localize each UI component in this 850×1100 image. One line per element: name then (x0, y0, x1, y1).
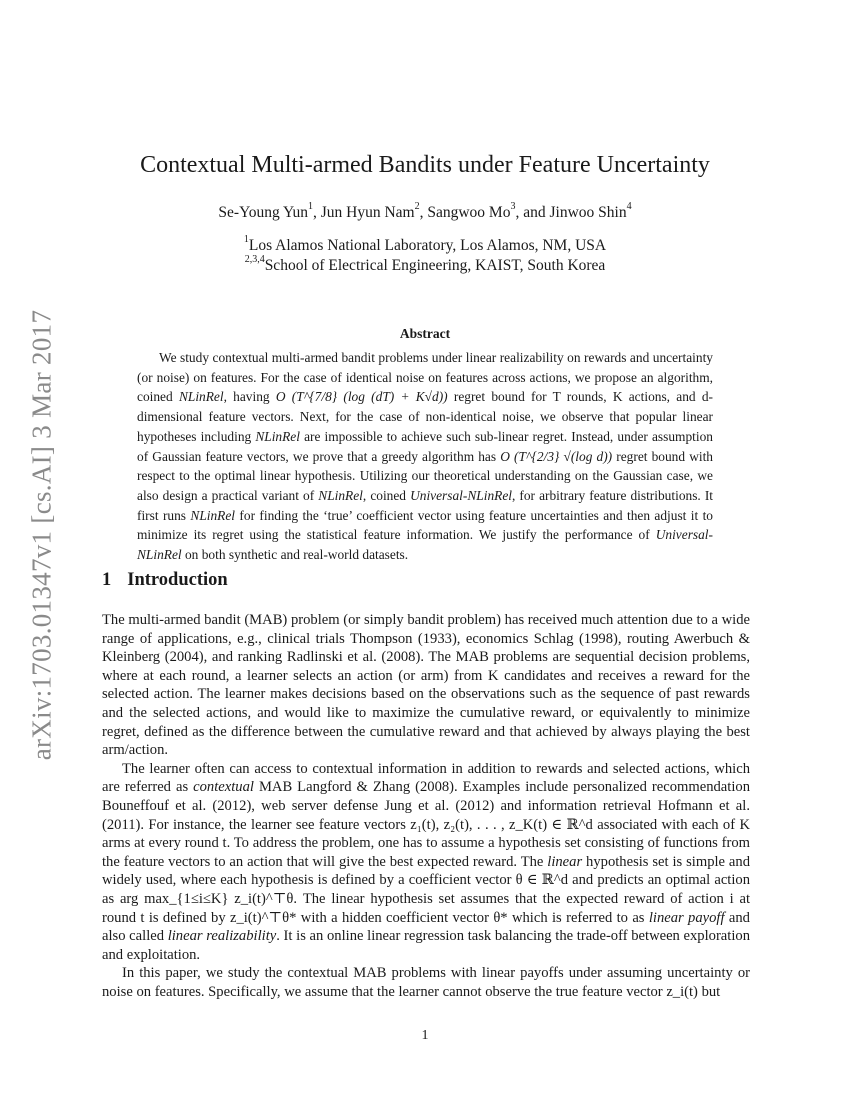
affiliation-text: School of Electrical Engineering, KAIST, South Korea (264, 257, 606, 274)
abstract-text: for finding the ‘true’ coefficient vector using feature uncertainties and then adjust it to minimize its regret using the statistical feature information. We justify the performance of (137, 507, 714, 543)
body-text: and also called (102, 909, 750, 945)
abstract-paragraph (137, 348, 713, 565)
affiliation-mark: 2,3,4 (244, 254, 265, 265)
author-separator: , and (515, 204, 550, 221)
arxiv-identifier-text: arXiv:1703.01347v1 [cs.AI] 3 Mar 2017 (26, 309, 57, 761)
introduction-body (102, 611, 750, 1001)
author-list (0, 201, 850, 222)
author-name: Se-Young Yun (218, 204, 308, 221)
author-affiliation-mark: 2 (414, 201, 420, 212)
section-heading (102, 570, 228, 591)
body-text: MAB Langford & Zhang (2008). Examples include personalized recommendation Bouneffouf et al. (2012), web server defense Jung et al. (2012) and information retrieval Hofmann et al. (2011). For instance, the learner see feature vectors z₁(t), z₂(t), . . . , z_K(t) ∈ ℝ^d associated with each of K arms at every round t. To address the problem, one has to assume a hypothesis set consisting of functions from the feature vectors to an action that will give the best expected reward. The (102, 779, 750, 870)
algorithm-name: NLinRel (178, 389, 224, 405)
author-affiliation-mark: 3 (510, 201, 516, 212)
abstract-text: on both synthetic and real-world datasets. (181, 547, 409, 563)
abstract-heading: Abstract (399, 326, 451, 341)
algorithm-name: NLinRel (318, 487, 363, 503)
section-title: Introduction (127, 570, 228, 590)
abstract-text: , for arbitrary feature distributions. It first runs (137, 487, 714, 523)
author-name: Jinwoo Shin (549, 204, 627, 221)
regret-bound-formula: O (T^{2/3} √(log d)) (500, 448, 613, 464)
body-text: . It is an online linear regression task balancing the trade-off between exploration and exploitation. (102, 928, 750, 963)
page-number: 1 (421, 1028, 429, 1043)
abstract-text: , coined (362, 487, 411, 503)
author-affiliation-mark: 4 (626, 201, 632, 212)
author-affiliation-mark: 1 (308, 201, 313, 212)
emphasis-text: linear payoff (648, 909, 725, 926)
author-separator: , (419, 204, 428, 221)
body-paragraph (102, 760, 750, 965)
abstract-text: regret bound with respect to the optimal linear hypothesis. Utilizing our theoretical understanding on the Gaussian case, we also design a practical variant of (137, 448, 713, 503)
section-number: 1 (102, 570, 112, 590)
author-separator: , (313, 204, 321, 221)
algorithm-name: NLinRel (190, 507, 236, 523)
emphasis-text: linear realizability (167, 928, 277, 945)
paper-title: Contextual Multi-armed Bandits under Feature Uncertainty (140, 152, 710, 178)
abstract-text: We study contextual multi-armed bandit problems under linear realizability on rewards and uncertainty (or noise) on features. For the case of identical noise on features across actions, we propose an algorithm, coined (137, 350, 713, 405)
algorithm-name: Universal-NLinRel (410, 487, 512, 503)
author-name: Sangwoo Mo (427, 204, 511, 221)
affiliation-line (0, 254, 850, 275)
body-paragraph: The multi-armed bandit (MAB) problem (or simply bandit problem) has received much attention due to a wide range of applications, e.g., clinical trials Thompson (1933), economics Schlag (1998), routing Awerbuch & Kleinberg (2004), and ranking Radlinski et al. (2008). The MAB problems are sequential decision problems, where at each round, a learner selects an action (or arm) from K candidates and receives a reward for the selected action. The learner makes decisions based on the observations such as the sequence of past rewards and the selected actions, and would like to maximize the cumulative reward, or equivalently to minimize regret, defined as the difference between the cumulative reward and that achieved by always playing the best arm/action. (102, 612, 750, 759)
abstract-text: are impossible to achieve such sub-linear regret. Instead, under assumption of Gaussian feature vectors, we prove that a greedy algorithm has (137, 428, 713, 464)
abstract-body (137, 348, 713, 565)
arxiv-identifier-stamp (22, 300, 62, 770)
author-name: Jun Hyun Nam (320, 204, 415, 221)
abstract-text: , having (223, 389, 276, 405)
emphasis-text: contextual (193, 779, 254, 796)
abstract-text: regret bound for T rounds, K actions, and d-dimensional feature vectors. Next, for the case of non-identical noise, we observe that popular linear hypotheses including (137, 389, 713, 444)
emphasis-text: linear (547, 853, 583, 870)
affiliation-line (0, 234, 850, 255)
body-text: The learner often can access to contextual information in addition to rewards and selected actions, which are referred as (102, 760, 750, 796)
body-paragraph: In this paper, we study the contextual MAB problems with linear payoffs under assuming uncertainty or noise on features. Specifically, we assume that the learner cannot observe the true feature vector z_i(t) but (102, 965, 750, 1000)
body-text: hypothesis set is simple and widely used, where each hypothesis is defined by a coefficient vector θ ∈ ℝ^d and predicts an optimal action as arg max_{1≤i≤K} z_i(t)^⊤θ. The linear hypothesis set assumes that the expected reward of action i at round t is defined by z_i(t)^⊤θ* with a hidden coefficient vector θ* which is referred to as (102, 853, 750, 926)
affiliation-text: Los Alamos National Laboratory, Los Alamos, NM, USA (248, 237, 607, 254)
algorithm-name: Universal-NLinRel (137, 527, 713, 563)
regret-bound-formula: O (T^{7/8} (log (dT) + K√d)) (275, 389, 448, 405)
affiliation-mark: 1 (243, 234, 249, 245)
algorithm-name: NLinRel (255, 428, 300, 444)
